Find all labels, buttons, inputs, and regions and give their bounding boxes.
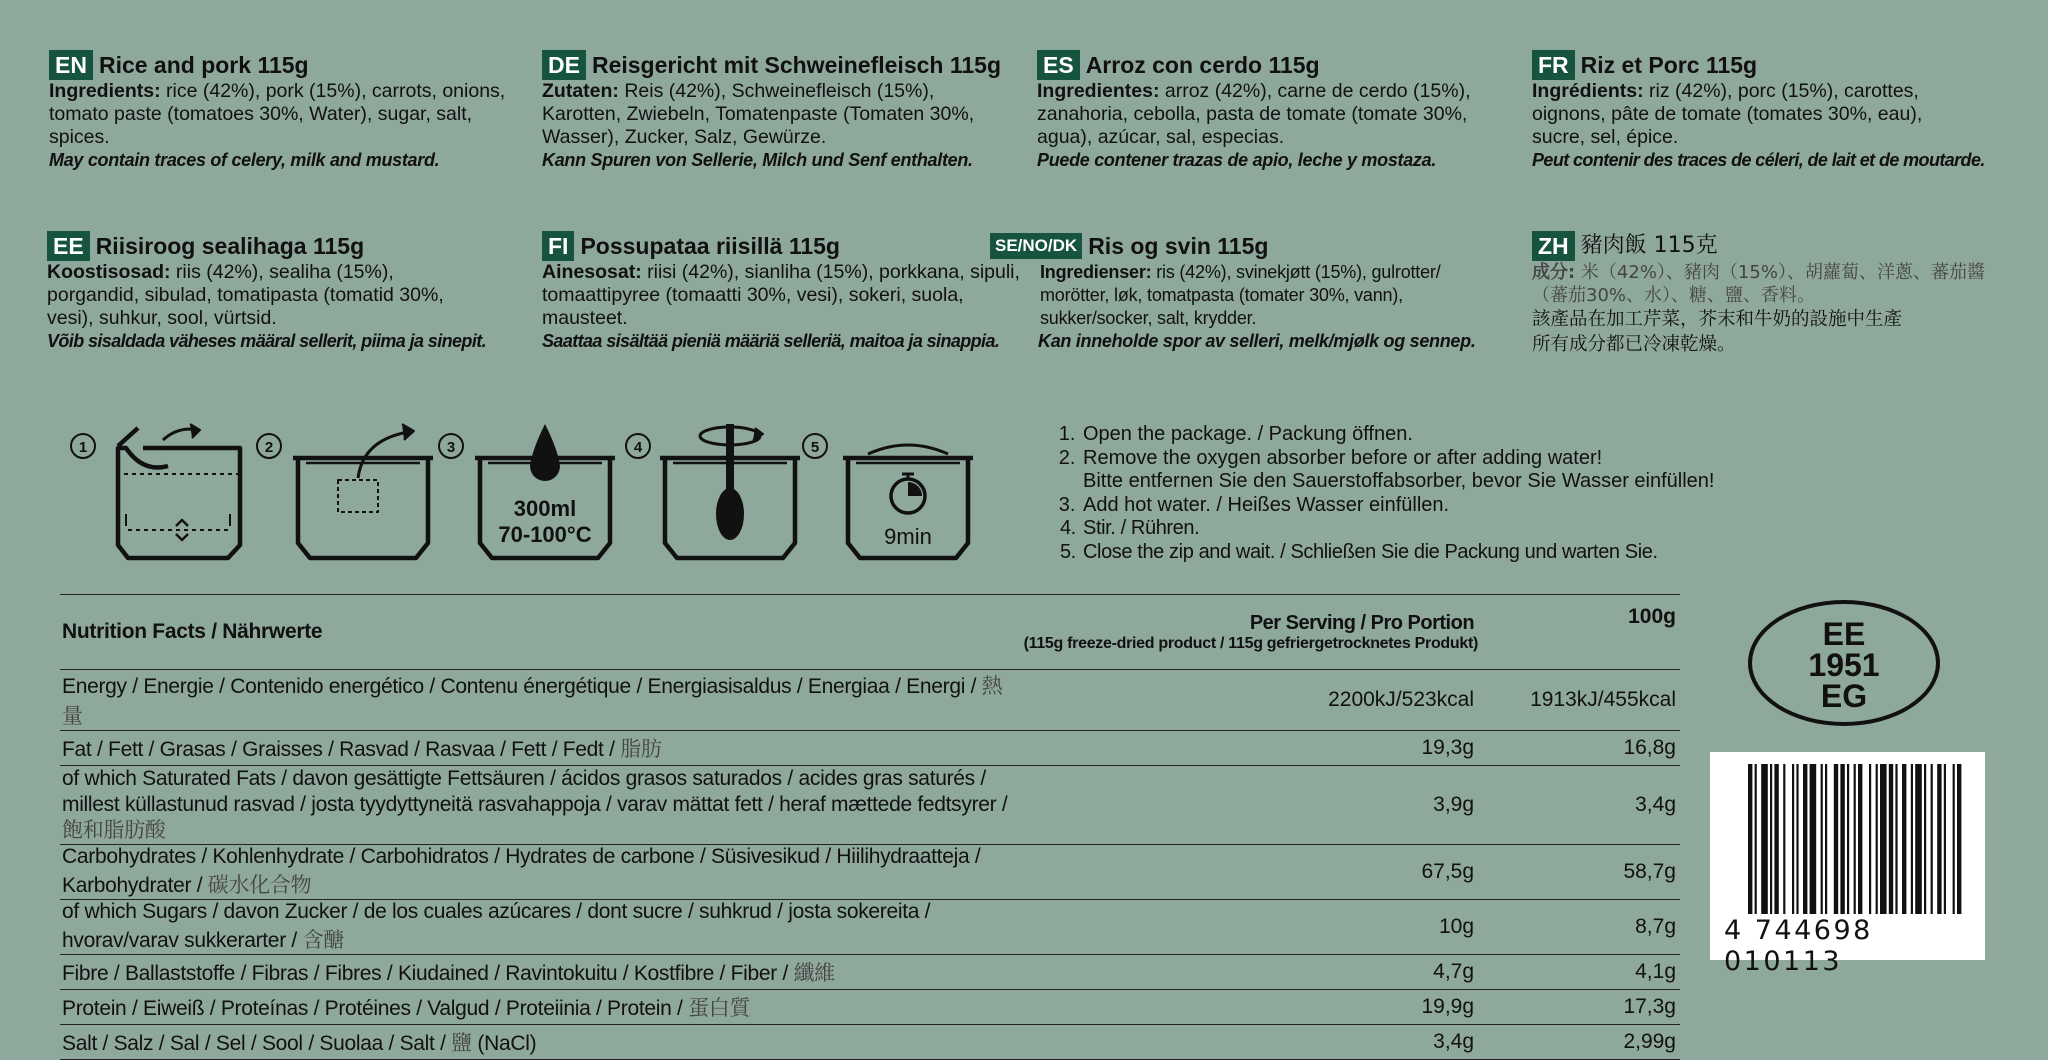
instruction-step: 3. Add hot water. / Heißes Wasser einfüllen. <box>1081 494 1775 518</box>
allergen-trace: Kann Spuren von Sellerie, Milch und Senf enthalten. <box>542 150 973 170</box>
lang-badge: EN <box>49 50 93 80</box>
step-number: 1 <box>70 433 96 459</box>
ingredients-text: Koostisosad: riis (42%), sealiha (15%), porgandid, sibulad, tomatipasta (tomatid 30%, vesi), suhkur, sool, vürtsid. <box>47 261 444 329</box>
preparation-instructions <box>1055 423 1775 564</box>
lang-block-ee <box>47 231 517 353</box>
instruction-step: 4. Stir. / Rühren. <box>1081 517 1775 541</box>
barcode-digits: 4 744698 010113 <box>1724 915 1873 977</box>
nutrition-row-carbohydrates: Carbohydrates / Kohlenhydrate / Carbohidratos / Hydrates de carbone / Süsivesikud / Hiilihydraatteja / Karbohydrater / 碳水化合物 67,5g 58,7g <box>60 845 1680 900</box>
ingredients-text: Ingredientes: arroz (42%), carne de cerdo (15%), zanahoria, cebolla, pasta de tomate (tomate 30%, agua), azúcar, sal, especias. <box>1037 80 1471 148</box>
lang-block-de <box>542 50 1012 172</box>
nutrition-row-saturated-fat: of which Saturated Fats / davon gesättigte Fettsäuren / ácidos grasos saturados / acides gras saturés / millest küllastunud rasvad / josta tyydyttyneitä rasvahappoja / varav mättat fett / heraf mættede fedtsyrer / 飽和脂肪酸 3,9g 3,4g <box>60 766 1680 845</box>
lang-badge: DE <box>542 50 586 80</box>
allergen-trace: Peut contenir des traces de céleri, de lait et de moutarde. <box>1532 150 1985 170</box>
nutrition-row-energy: Energy / Energie / Contenido energético / Contenu énergétique / Energiasisaldus / Energiaa / Energi / 熱量 2200kJ/523kcal 1913kJ/455kcal <box>60 670 1680 731</box>
ingredients-text: Ingredients: rice (42%), pork (15%), carrots, onions, tomato paste (tomatoes 30%, Water), sugar, salt, spices. <box>49 80 506 148</box>
allergen-trace: Puede contener trazas de apio, leche y mostaza. <box>1037 150 1437 170</box>
product-title: Rice and pork 115g <box>98 52 309 78</box>
nutrition-row-protein: Protein / Eiweiß / Proteínas / Protéines / Valgud / Proteiinia / Protein / 蛋白質 19,9g 17,3g <box>60 990 1680 1025</box>
lang-block-en <box>49 50 519 172</box>
stir-icon <box>655 418 805 568</box>
allergen-trace: Võib sisaldada väheses määral sellerit, piima ja sinepit. <box>47 331 487 351</box>
step-number: 4 <box>625 433 651 459</box>
instruction-step: 5. Close the zip and wait. / Schließen Sie die Packung und warten Sie. <box>1081 541 1775 565</box>
product-title: Arroz con cerdo 115g <box>1085 52 1320 78</box>
ingredients-text: Ingredienser: ris (42%), svinekjøtt (15%), gulrotter/ morötter, løk, tomatpasta (tomater 30%, vann), sukker/socker, salt, krydder. <box>1040 262 1441 328</box>
wait-time: 9min <box>884 524 932 549</box>
product-title: Riz et Porc 115g <box>1580 52 1758 78</box>
allergen-trace: 該產品在加工芹菜，芥末和牛奶的設施中生產 <box>1532 309 1903 330</box>
lang-block-zh <box>1532 231 2012 357</box>
product-title: Ris og svin 115g <box>1088 233 1269 259</box>
remove-absorber-icon <box>288 418 438 568</box>
instruction-step: 2. Remove the oxygen absorber before or after adding water! Bitte entfernen Sie den Sauerstoffabsorber, bevor Sie Wasser einfüllen! <box>1081 447 1775 494</box>
lang-block-fr <box>1532 50 2022 172</box>
freeze-dried-note: 所有成分都已冷凍乾燥。 <box>1532 334 1736 355</box>
nutrition-row-sugars: of which Sugars / davon Zucker / de los cuales azúcares / dont sucre / suhkrud / josta sokereita / hvorav/varav sukkerarter / 含醣 10g 8,7g <box>60 900 1680 955</box>
ingredients-text: 成分: 米（42%）、豬肉（15%）、胡蘿蔔、洋蔥、蕃茄醬（蕃茄30%、水）、糖、鹽、香料。 <box>1532 262 1985 306</box>
instruction-step: 1. Open the package. / Packung öffnen. <box>1081 423 1775 447</box>
lang-badge: ES <box>1037 50 1080 80</box>
nutrition-row-salt: Salt / Salz / Sal / Sel / Sool / Suolaa / Salt / 鹽 (NaCl) 3,4g 2,99g <box>60 1025 1680 1060</box>
nutrition-table <box>60 594 1680 1060</box>
per-serving-header: Per Serving / Pro Portion (115g freeze-dried product / 115g gefriergetrocknetes Produkt) <box>1022 595 1480 670</box>
water-amount: 300ml <box>513 496 577 521</box>
lang-badge: FR <box>1532 50 1575 80</box>
water-temperature: 70-100°C <box>498 522 592 547</box>
per-100g-header: 100g <box>1480 595 1680 670</box>
nutrition-header-row <box>60 595 1680 670</box>
lang-block-fi <box>542 231 1020 353</box>
nutrition-row-fat: Fat / Fett / Grasas / Graisses / Rasvad / Rasvaa / Fett / Fedt / 脂肪 19,3g 16,8g <box>60 731 1680 766</box>
lang-block-es <box>1037 50 1507 172</box>
ingredients-text: Ingrédients: riz (42%), porc (15%), carottes, oignons, pâte de tomate (tomates 30%, eau), sucre, sel, épice. <box>1532 80 1923 148</box>
product-title: Riisiroog sealihaga 115g <box>95 233 365 259</box>
nutrition-title: Nutrition Facts / Nährwerte <box>60 595 1022 670</box>
barcode <box>1710 752 1985 977</box>
step-number: 2 <box>256 433 282 459</box>
ingredients-text: Zutaten: Reis (42%), Schweinefleisch (15%), Karotten, Zwiebeln, Tomatenpaste (Tomaten 30%, Wasser), Zucker, Salz, Gewürze. <box>542 80 975 148</box>
allergen-trace: May contain traces of celery, milk and mustard. <box>49 150 440 170</box>
nutrition-row-fibre: Fibre / Ballaststoffe / Fibras / Fibres / Kiudained / Ravintokuitu / Kostfibre / Fiber / 纖維 4,7g 4,1g <box>60 955 1680 990</box>
product-title: Reisgericht mit Schweinefleisch 115g <box>591 52 1002 78</box>
open-package-icon <box>108 418 248 568</box>
lang-badge: FI <box>542 231 574 261</box>
step-number: 3 <box>438 433 464 459</box>
lang-badge: ZH <box>1532 231 1575 261</box>
step-number: 5 <box>802 433 828 459</box>
lang-badge: EE <box>47 231 90 261</box>
allergen-trace: Saattaa sisältää pieniä määriä selleriä, maitoa ja sinappia. <box>542 331 1000 351</box>
ingredients-text: Ainesosat: riisi (42%), sianliha (15%), porkkana, sipuli, tomaattipyree (tomaatti 30%, vesi), sokeri, suola, mausteet. <box>542 261 1020 329</box>
allergen-trace: Kan inneholde spor av selleri, melk/mjølk og sennep. <box>1038 331 1476 351</box>
lang-block-se-no-dk <box>990 231 1510 353</box>
health-mark-oval: EE 1951 EG <box>1748 600 1940 726</box>
product-title: 豬肉飯 115克 <box>1580 233 1718 258</box>
product-title: Possupataa riisillä 115g <box>580 233 840 259</box>
lang-badge: SE/NO/DK <box>990 233 1082 259</box>
